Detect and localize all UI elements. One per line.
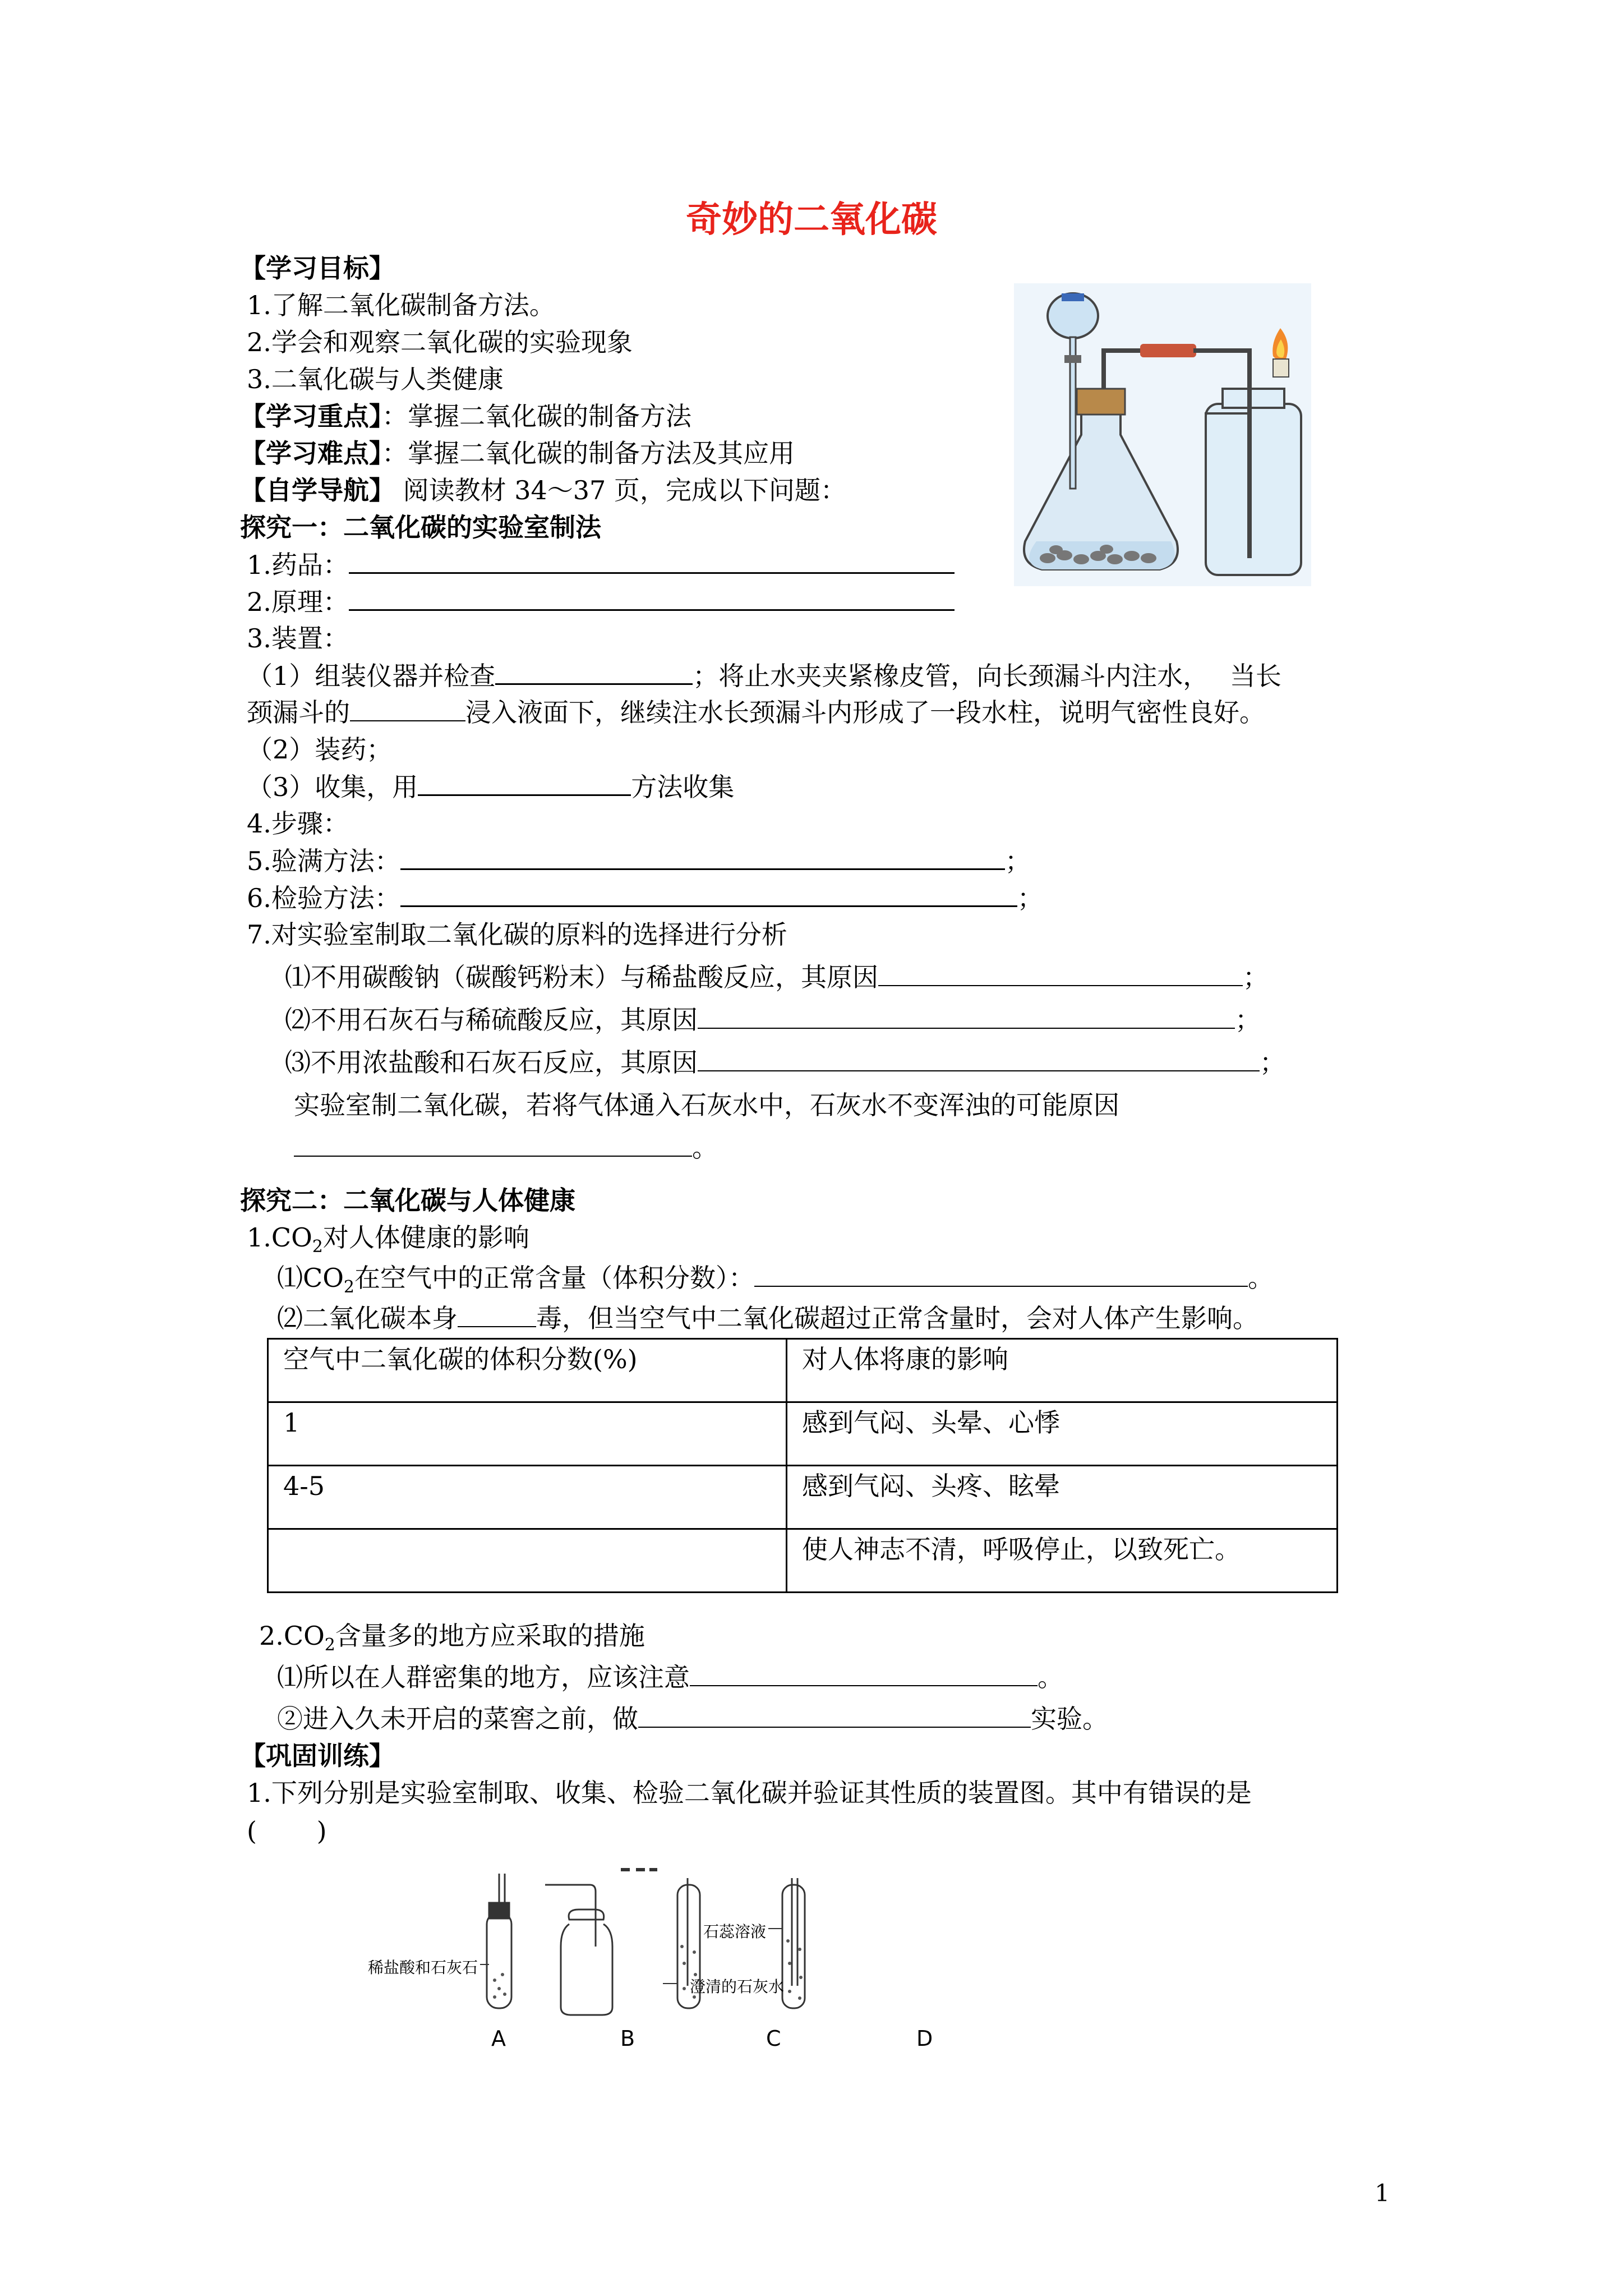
measure1-blank[interactable] [690, 1660, 1038, 1686]
semicolon: ； [1260, 1047, 1285, 1078]
full-check-blank[interactable] [400, 844, 1005, 870]
table-header: 对人体将康的影响 [787, 1339, 1338, 1402]
normal-content-text: ⑴CO [277, 1263, 344, 1293]
collect-text: （3）收集，用 [247, 772, 418, 802]
label-limewater: 澄清的石灰水 [690, 1977, 785, 1996]
table-header-row [268, 1339, 1338, 1402]
table-cell: 使人神志不清，呼吸停止，以致死亡。 [787, 1529, 1338, 1593]
reason3-blank[interactable] [698, 1046, 1260, 1071]
measure2-blank[interactable] [638, 1702, 1031, 1728]
cloudy-question: 实验室制二氧化碳，若将气体通入石灰水中，石灰水不变浑浊的可能原因 [294, 1090, 1119, 1120]
label-litmus: 石蕊溶液 [703, 1922, 767, 1941]
page-number: 1 [1375, 2179, 1390, 2207]
semicolon: ； [1004, 846, 1031, 876]
cloudy-blank[interactable] [294, 1131, 692, 1157]
reason-text: ⑶不用浓盐酸和石灰石反应，其原因 [285, 1047, 698, 1078]
toxicity-text: 毒，但当空气中二氧化碳超过正常含量时，会对人体产生影响。 [536, 1303, 1258, 1333]
normal-content-blank[interactable] [754, 1261, 1248, 1287]
measure1-text: ⑴所以在人群密集的地方，应该注意 [277, 1662, 690, 1692]
semicolon: ； [1235, 1005, 1261, 1035]
drugs-blank[interactable] [349, 547, 955, 574]
answer-parentheses[interactable]: ( ) [247, 1816, 327, 1846]
funnel-blank[interactable] [350, 696, 465, 721]
practice-heading: 【巩固训练】 [240, 1741, 395, 1771]
table-cell: 4-5 [268, 1466, 787, 1529]
load-step: （2）装药； [247, 734, 393, 765]
page-title: 奇妙的二氧化碳 [686, 199, 937, 241]
reason1-blank[interactable] [878, 960, 1243, 986]
period: 。 [692, 1133, 718, 1163]
normal-content-text: 在空气中的正常含量（体积分数）： [354, 1263, 755, 1293]
guide-text: 阅读教材 34～37 页，完成以下问题： [395, 475, 846, 505]
reason-text: ⑵不用石灰石与稀硫酸反应，其原因 [285, 1005, 698, 1035]
steps-label: 4.步骤： [247, 808, 349, 839]
principle-blank[interactable] [349, 585, 955, 611]
question-1: 1.下列分别是实验室制取、收集、检验二氧化碳并验证其性质的装置图。其中有错误的是 [247, 1778, 1252, 1808]
apparatus-figure [370, 1868, 998, 2036]
measure-text: 含量多的地方应采取的措施 [335, 1621, 645, 1651]
goal-item: 1.了解二氧化碳制备方法。 [247, 290, 555, 320]
toxicity-blank[interactable] [458, 1301, 536, 1327]
option-c-label: C [766, 2026, 781, 2051]
reason-text: ⑴不用碳酸钠（碳酸钙粉末）与稀盐酸反应，其原因 [285, 962, 878, 992]
funnel-text: 浸入液面下，继续注水长颈漏斗内形成了一段水柱，说明气密性良好。 [465, 697, 1265, 728]
goal-item: 3.二氧化碳与人类健康 [247, 364, 504, 394]
period: 。 [1248, 1263, 1274, 1293]
subscript: 2 [324, 1635, 335, 1655]
focus-label: 【学习重点】 [240, 401, 382, 431]
goals-heading: 【学习目标】 [240, 253, 395, 283]
co2-apparatus-illustration [1014, 283, 1311, 586]
co2-health-table [267, 1338, 1338, 1593]
semicolon: ； [1017, 883, 1043, 913]
collect-blank[interactable] [418, 770, 631, 796]
test-method-label: 6.检验方法： [247, 883, 400, 913]
subscript: 2 [312, 1237, 323, 1257]
principle-label: 2.原理： [247, 587, 349, 617]
drugs-label: 1.药品： [247, 550, 349, 580]
table-cell: 感到气闷、头疼、眩晕 [787, 1466, 1338, 1529]
semicolon: ； [1243, 962, 1269, 992]
table-header: 空气中二氧化碳的体积分数(%) [268, 1339, 787, 1402]
period: 。 [1038, 1662, 1063, 1692]
option-a-label: A [491, 2026, 506, 2051]
effect-text: 对人体健康的影响 [322, 1222, 529, 1253]
test-method-blank[interactable] [400, 881, 1017, 907]
focus-text: ：掌握二氧化碳的制备方法 [382, 401, 691, 431]
collect-text: 方法收集 [631, 772, 735, 802]
option-b-label: B [620, 2026, 635, 2051]
airtight-text: ；将止水夹夹紧橡皮管，向长颈漏斗内注水， 当长 [693, 661, 1281, 691]
table-cell: 1 [268, 1402, 787, 1466]
airtight-blank[interactable] [495, 659, 693, 685]
inquiry1-heading: 探究一：二氧化碳的实验室制法 [240, 512, 601, 542]
table-cell [268, 1529, 787, 1593]
difficulty-label: 【学习难点】 [240, 438, 382, 468]
subscript: 2 [343, 1277, 355, 1297]
goal-item: 2.学会和观察二氧化碳的实验现象 [247, 327, 633, 357]
airtight-text: （1）组装仪器并检查 [247, 661, 496, 691]
measure-text: 2.CO [259, 1621, 325, 1651]
measure2-text: 实验。 [1031, 1704, 1108, 1734]
table-row [268, 1529, 1338, 1593]
label-hcl-limestone: 稀盐酸和石灰石 [368, 1958, 478, 1977]
device-label: 3.装置： [247, 623, 349, 654]
difficulty-text: ：掌握二氧化碳的制备方法及其应用 [382, 438, 795, 468]
funnel-text: 颈漏斗的 [247, 697, 350, 728]
inquiry2-heading: 探究二：二氧化碳与人体健康 [240, 1185, 575, 1216]
full-check-label: 5.验满方法： [247, 846, 400, 876]
effect-text: 1.CO [247, 1222, 312, 1253]
toxicity-text: ⑵二氧化碳本身 [277, 1303, 458, 1333]
measure2-text: ②进入久未开启的菜窖之前，做 [277, 1704, 638, 1734]
table-row [268, 1402, 1338, 1466]
reason2-blank[interactable] [698, 1003, 1235, 1029]
guide-label: 【自学导航】 [240, 475, 395, 505]
table-row [268, 1466, 1338, 1529]
table-cell: 感到气闷、头晕、心悸 [787, 1402, 1338, 1466]
option-d-label: D [916, 2026, 933, 2051]
analysis-heading: 7.对实验室制取二氧化碳的原料的选择进行分析 [247, 919, 787, 950]
